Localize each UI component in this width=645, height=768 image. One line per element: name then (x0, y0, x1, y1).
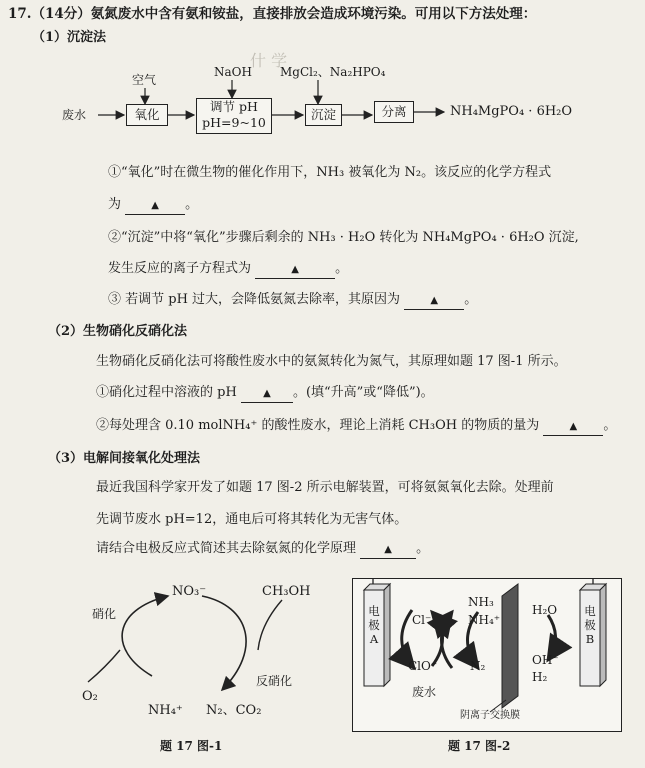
blank-marker-icon: ▲ (430, 295, 439, 306)
fig2-h2-label: H₂ (532, 670, 548, 684)
flow-reagents-label: MgCl₂、Na₂HPO₄ (280, 65, 386, 79)
blank-marker-icon: ▲ (384, 544, 392, 555)
period: 。 (464, 292, 478, 307)
fig2-caption: 题 17 图-2 (448, 739, 511, 753)
q2-2-text: ②每处理含 0.10 molNH₄⁺ 的酸性废水，理论上消耗 CH₃OH 的物质的量为 (96, 418, 540, 433)
fig2-membrane-label: 阴离子交换膜 (460, 710, 520, 721)
part2-intro: 生物硝化反硝化法可将酸性废水中的氨氮转化为氮气，其原理如题 17 图-1 所示。 (96, 354, 567, 369)
q2-1-text: ①硝化过程中溶液的 pH (96, 385, 237, 400)
fig1-o2-label: O₂ (82, 689, 98, 704)
period: 。 (185, 197, 199, 212)
bleed-through-text: 什 学 (250, 51, 288, 70)
blank-marker-icon: ▲ (291, 264, 299, 275)
flow-ph-range-label: pH=9~10 (202, 115, 266, 130)
flow-oxidation-label: 氧化 (134, 107, 160, 122)
fig2-h2o-label: H₂O (532, 603, 558, 617)
part3-line1: 最近我国科学家开发了如题 17 图-2 所示电解装置，可将氨氮氧化去除。处理前 (96, 480, 554, 495)
blank-marker-icon: ▲ (151, 200, 159, 211)
part3-line2: 先调节废水 pH=12，通电后可将其转化为无害气体。 (96, 512, 408, 527)
flow-air-label: 空气 (132, 73, 157, 87)
flow-precipitate-label: 沉淀 (310, 107, 336, 122)
fig2-oh-label: OH⁻ (532, 653, 559, 667)
fig1-nh4-label: NH₄⁺ (148, 703, 183, 718)
flow-product-label: NH₄MgPO₄ · 6H₂O (450, 104, 573, 119)
period: 。 (335, 261, 349, 276)
blank-marker-icon: ▲ (569, 421, 578, 432)
fig2-nh3-label: NH₃ (468, 595, 494, 609)
flow-input-label: 废水 (62, 108, 87, 122)
flow-adjust-label: 调节 pH (210, 99, 258, 114)
part2-title: （2）生物硝化反硝化法 (48, 324, 188, 339)
q3-text: 请结合电极反应式简述其去除氨氮的化学原理 (96, 541, 357, 556)
fig1-nitrification-label: 硝化 (92, 607, 117, 621)
fig2-clo-label: ClO⁻ (408, 659, 438, 673)
flow-separate-label: 分离 (381, 104, 407, 119)
part1-title: （1）沉淀法 (32, 30, 107, 45)
fig1-no3-label: NO₃⁻ (172, 584, 207, 599)
flow-naoh-label: NaOH (214, 65, 252, 79)
q1-2-text: ②“沉淀”中将“氧化”步骤后剩余的 NH₃ · H₂O 转化为 NH₄MgPO₄ · 6H₂O 沉淀, (108, 230, 579, 245)
q1-3-text: ③ 若调节 pH 过大，会降低氨氮去除率，其原因为 (108, 292, 401, 307)
fig2-electrode-a-label: 电极A (368, 604, 380, 646)
blank-marker-icon: ▲ (263, 388, 271, 399)
q2-1-tail: 。(填“升高”或“降低”)。 (292, 385, 434, 400)
period: 。 (416, 541, 430, 556)
part3-title: （3）电解间接氧化处理法 (48, 451, 201, 466)
fig1-ch3oh-label: CH₃OH (262, 584, 311, 599)
fig1-products-label: N₂、CO₂ (206, 703, 262, 718)
q1-2-prefix: 发生反应的离子方程式为 (108, 261, 252, 276)
period: 。 (603, 418, 617, 433)
fig2-nh4-label: NH₄⁺ (468, 613, 501, 627)
question-header: 17.（14分）氨氮废水中含有氨和铵盐，直接排放会造成环境污染。可用以下方法处理： (8, 6, 537, 22)
fig1-caption: 题 17 图-1 (160, 739, 223, 753)
q1-1-prefix: 为 (108, 197, 122, 212)
fig2-cl-label: Cl⁻ (412, 613, 432, 627)
fig2-wastewater-label: 废水 (412, 685, 437, 699)
q1-1-text: ①“氧化”时在微生物的催化作用下，NH₃ 被氧化为 N₂。该反应的化学方程式 (108, 165, 552, 180)
fig1-denitrification-label: 反硝化 (256, 674, 293, 688)
fig2-n2-label: N₂ (470, 659, 486, 673)
fig2-electrode-b-label: 电极B (584, 604, 596, 646)
